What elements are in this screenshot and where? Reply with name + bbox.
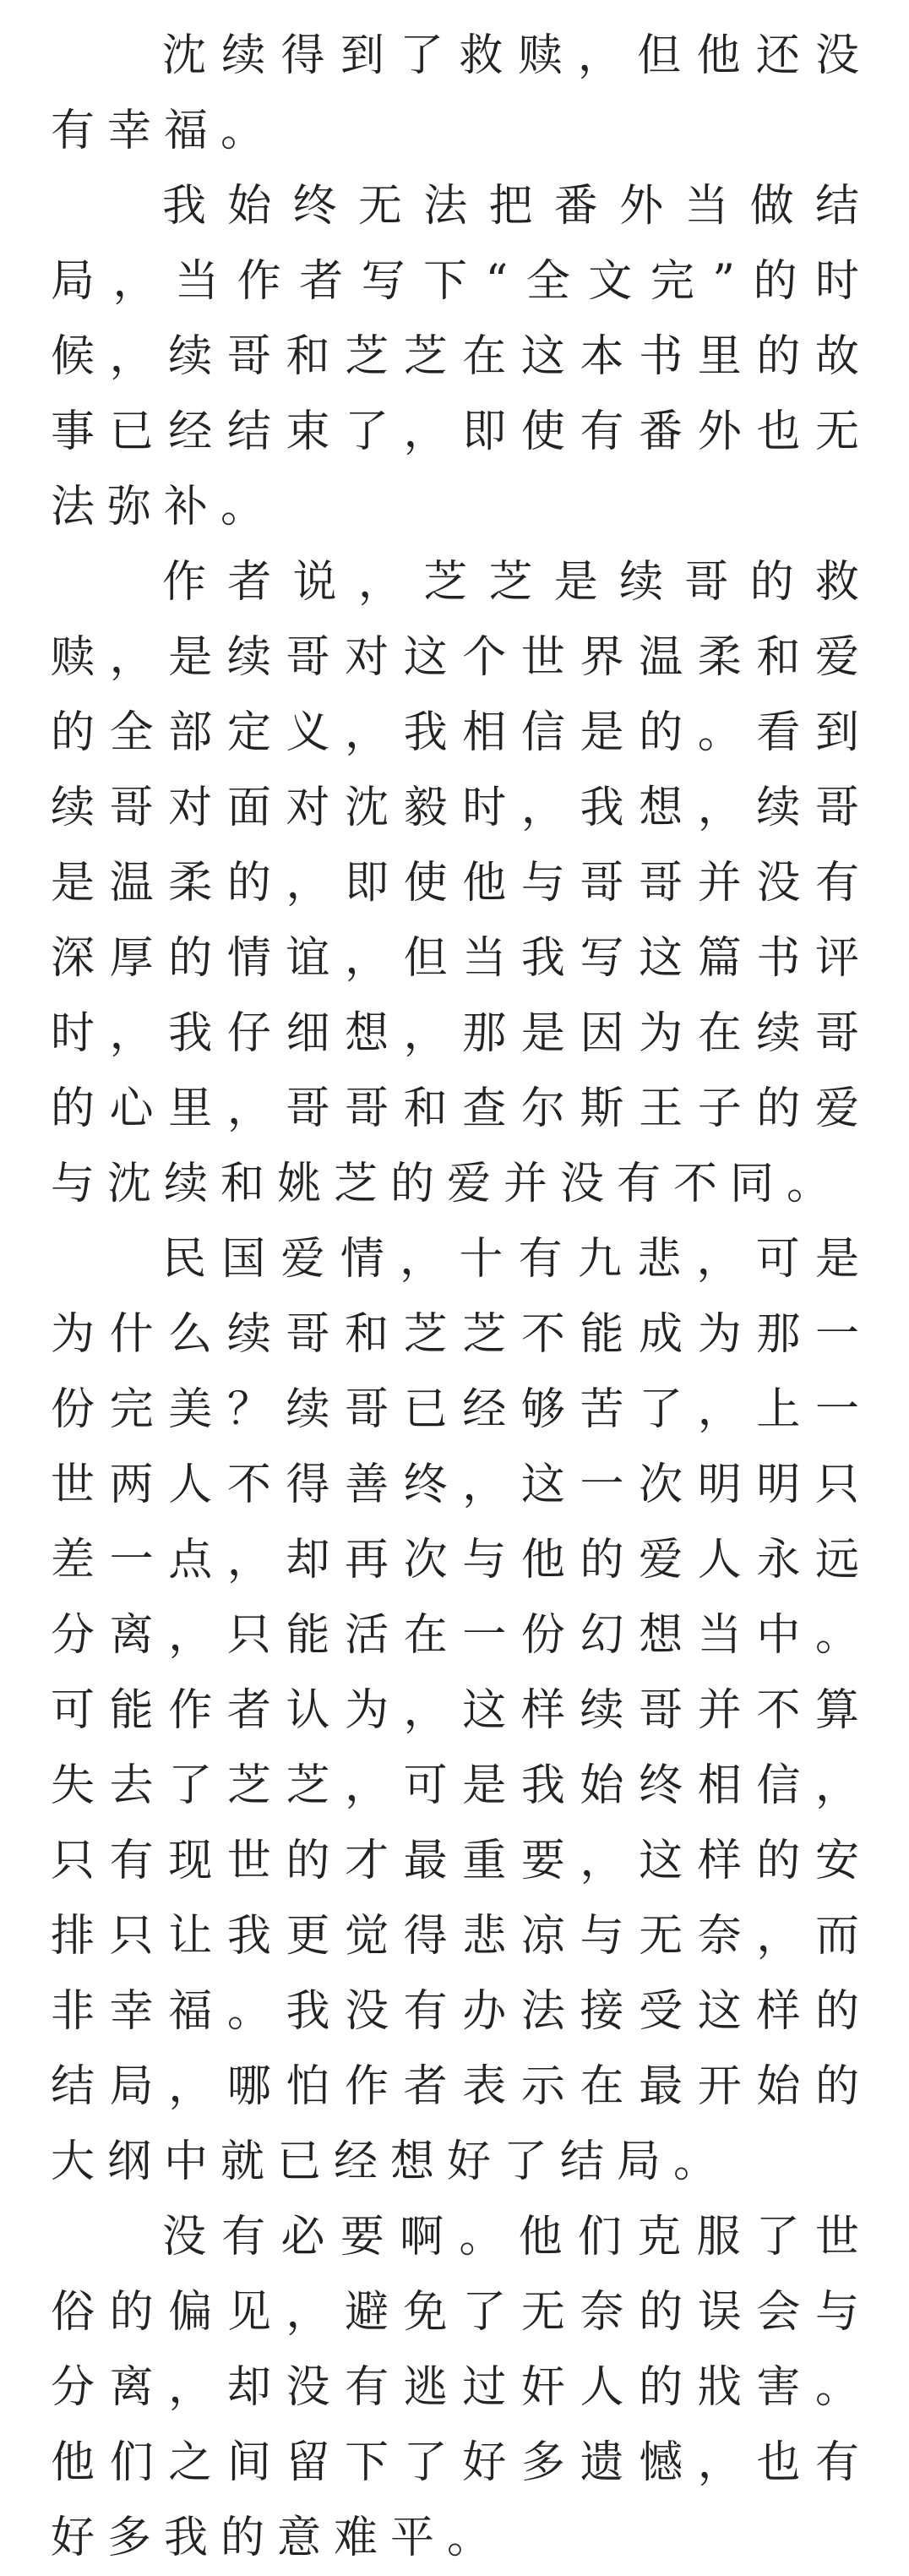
paragraph-1: 沈续得到了救赎，但他还没有幸福。 — [51, 30, 872, 156]
paragraph-4: 民国爱情，十有九悲，可是为什么续哥和芝芝不能成为那一份完美？续哥已经够苦了，上一世两人不得善终，这一次明明只差一点，却再次与他的爱人永远分离，只能活在一份幻想当中。可能作者认为，这样续哥并不算失去了芝芝，可是我始终相信，只有现世的才最重要，这样的安排只让我更觉得悲凉与无奈，而非幸福。我没有办法接受这样的结局，哪怕作者表示在最开始的大纲中就已经想好了结局。 — [51, 1234, 872, 2187]
paragraph-5: 没有必要啊。他们克服了世俗的偏见，避免了无奈的误会与分离，却没有逃过奸人的戕害。他们之间留下了好多遗憾，也有好多我的意难平。 — [51, 2212, 872, 2563]
paragraph-2: 我始终无法把番外当做结局，当作者写下“全文完”的时候，续哥和芝芝在这本书里的故事已经结束了，即使有番外也无法弥补。 — [51, 181, 872, 532]
paragraph-3: 作者说，芝芝是续哥的救赎，是续哥对这个世界温柔和爱的全部定义，我相信是的。看到续哥对面对沈毅时，我想，续哥是温柔的，即使他与哥哥并没有深厚的情谊，但当我写这篇书评时，我仔细想，那是因为在续哥的心里，哥哥和查尔斯王子的爱与沈续和姚芝的爱并没有不同。 — [51, 557, 872, 1209]
